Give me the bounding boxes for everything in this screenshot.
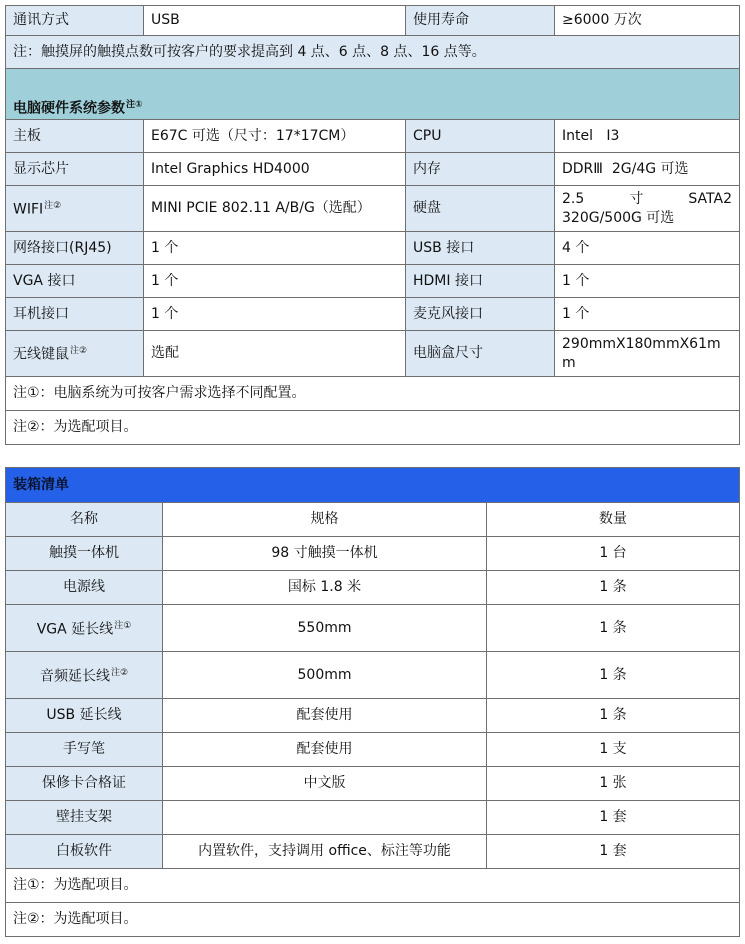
item-name: 白板软件 <box>6 835 163 869</box>
spec-label: 麦克风接口 <box>406 298 555 331</box>
item-spec: 98 寸触摸一体机 <box>163 537 487 571</box>
spec-label: 耳机接口 <box>6 298 144 331</box>
spec-label: 主板 <box>6 120 144 153</box>
item-spec: 550mm <box>163 605 487 652</box>
spec-label: 无线键鼠 <box>13 346 69 363</box>
spec-label: VGA 接口 <box>6 265 144 298</box>
item-name-cell <box>6 605 163 652</box>
item-spec <box>163 801 487 835</box>
spec-value: Intel Graphics HD4000 <box>144 153 406 186</box>
packing-row <box>6 767 740 801</box>
hw-note-2: 注②：为选配项目。 <box>6 411 740 445</box>
hw-note-1: 注①：电脑系统为可按客户需求选择不同配置。 <box>6 377 740 411</box>
spec-label-cell <box>6 186 144 232</box>
packing-title-row <box>6 468 740 503</box>
packing-row <box>6 537 740 571</box>
packing-note-2: 注②：为选配项目。 <box>6 903 740 937</box>
spec-value: 1 个 <box>555 298 740 331</box>
item-qty: 1 套 <box>487 835 740 869</box>
item-spec: 中文版 <box>163 767 487 801</box>
spec-value: DDRⅢ 2G/4G 可选 <box>555 153 740 186</box>
touch-note: 注：触摸屏的触摸点数可按客户的要求提高到 4 点、6 点、8 点、16 点等。 <box>6 36 740 69</box>
life-value: ≥6000 万次 <box>555 6 740 36</box>
hw-section-title <box>6 95 740 120</box>
packing-row <box>6 652 740 699</box>
disk-line-1 <box>562 190 732 209</box>
item-mark: 注② <box>110 667 129 678</box>
spec-row <box>6 232 740 265</box>
item-spec: 国标 1.8 米 <box>163 571 487 605</box>
packing-row <box>6 733 740 767</box>
item-name: 触摸一体机 <box>6 537 163 571</box>
note-row <box>6 411 740 445</box>
item-spec: 配套使用 <box>163 699 487 733</box>
item-qty: 1 张 <box>487 767 740 801</box>
item-qty: 1 条 <box>487 571 740 605</box>
spec-row <box>6 298 740 331</box>
spec-label: 电脑盒尺寸 <box>406 331 555 377</box>
spec-value: 1 个 <box>144 298 406 331</box>
spec-label: 网络接口(RJ45) <box>6 232 144 265</box>
item-spec: 500mm <box>163 652 487 699</box>
disk-size: 2.5 <box>562 190 585 207</box>
comm-label: 通讯方式 <box>6 6 144 36</box>
packing-list-table <box>5 467 740 937</box>
spec-label: CPU <box>406 120 555 153</box>
spec-row <box>6 331 740 377</box>
box-size-line-2: m <box>562 354 576 371</box>
packing-row <box>6 571 740 605</box>
disk-line-2: 320G/500G 可选 <box>562 209 675 226</box>
col-header-name: 名称 <box>6 503 163 537</box>
item-qty: 1 条 <box>487 699 740 733</box>
packing-header-row <box>6 503 740 537</box>
packing-note-1: 注①：为选配项目。 <box>6 869 740 903</box>
spec-label: WIFI <box>13 201 44 218</box>
item-qty: 1 支 <box>487 733 740 767</box>
spec-row <box>6 153 740 186</box>
spec-row <box>6 120 740 153</box>
life-label: 使用寿命 <box>406 6 555 36</box>
item-name: 手写笔 <box>6 733 163 767</box>
col-header-spec: 规格 <box>163 503 487 537</box>
hardware-spec-table <box>5 5 740 445</box>
item-name: 音频延长线 <box>39 668 110 685</box>
spec-label: USB 接口 <box>406 232 555 265</box>
note-row <box>6 869 740 903</box>
wifi-mark: 注② <box>44 201 62 212</box>
section-strip <box>6 69 740 96</box>
item-qty: 1 条 <box>487 605 740 652</box>
spec-value: 4 个 <box>555 232 740 265</box>
box-size-cell <box>555 331 740 377</box>
spec-value: 1 个 <box>555 265 740 298</box>
item-qty: 1 条 <box>487 652 740 699</box>
item-name: VGA 延长线 <box>36 621 114 638</box>
packing-row <box>6 699 740 733</box>
item-name-cell <box>6 652 163 699</box>
hw-title-mark: 注① <box>126 99 143 110</box>
spec-value: Intel I3 <box>555 120 740 153</box>
spec-label: 显示芯片 <box>6 153 144 186</box>
item-spec: 配套使用 <box>163 733 487 767</box>
col-header-qty: 数量 <box>487 503 740 537</box>
hw-title: 电脑硬件系统参数 <box>13 100 125 117</box>
spec-row <box>6 265 740 298</box>
box-size-line-1: 290mmX180mmX61m <box>562 335 721 352</box>
note-row <box>6 903 740 937</box>
comm-row <box>6 6 740 36</box>
comm-value: USB <box>144 6 406 36</box>
packing-row <box>6 605 740 652</box>
packing-row <box>6 835 740 869</box>
spec-value: MINI PCIE 802.11 A/B/G（选配） <box>144 186 406 232</box>
note-row <box>6 377 740 411</box>
item-mark: 注① <box>114 620 132 631</box>
disk-unit: 寸 <box>629 190 644 207</box>
item-spec: 内置软件，支持调用 office、标注等功能 <box>163 835 487 869</box>
item-qty: 1 台 <box>487 537 740 571</box>
item-qty: 1 套 <box>487 801 740 835</box>
disk-interface: SATA2 <box>688 190 732 207</box>
spec-value: E67C 可选（尺寸：17*17CM） <box>144 120 406 153</box>
spec-value: 1 个 <box>144 265 406 298</box>
packing-row <box>6 801 740 835</box>
spec-label: 硬盘 <box>406 186 555 232</box>
spec-row <box>6 186 740 232</box>
packing-title: 装箱清单 <box>6 468 740 503</box>
spec-label-cell <box>6 331 144 377</box>
disk-value-cell <box>555 186 740 232</box>
section-strip-row <box>6 69 740 96</box>
wireless-mark: 注② <box>70 346 88 357</box>
touch-note-row <box>6 36 740 69</box>
spec-label: 内存 <box>406 153 555 186</box>
item-name: 电源线 <box>6 571 163 605</box>
item-name: 壁挂支架 <box>6 801 163 835</box>
spec-value: 选配 <box>144 331 406 377</box>
spec-label: HDMI 接口 <box>406 265 555 298</box>
spec-value: 1 个 <box>144 232 406 265</box>
hw-title-row <box>6 95 740 120</box>
item-name: USB 延长线 <box>6 699 163 733</box>
item-name: 保修卡合格证 <box>6 767 163 801</box>
